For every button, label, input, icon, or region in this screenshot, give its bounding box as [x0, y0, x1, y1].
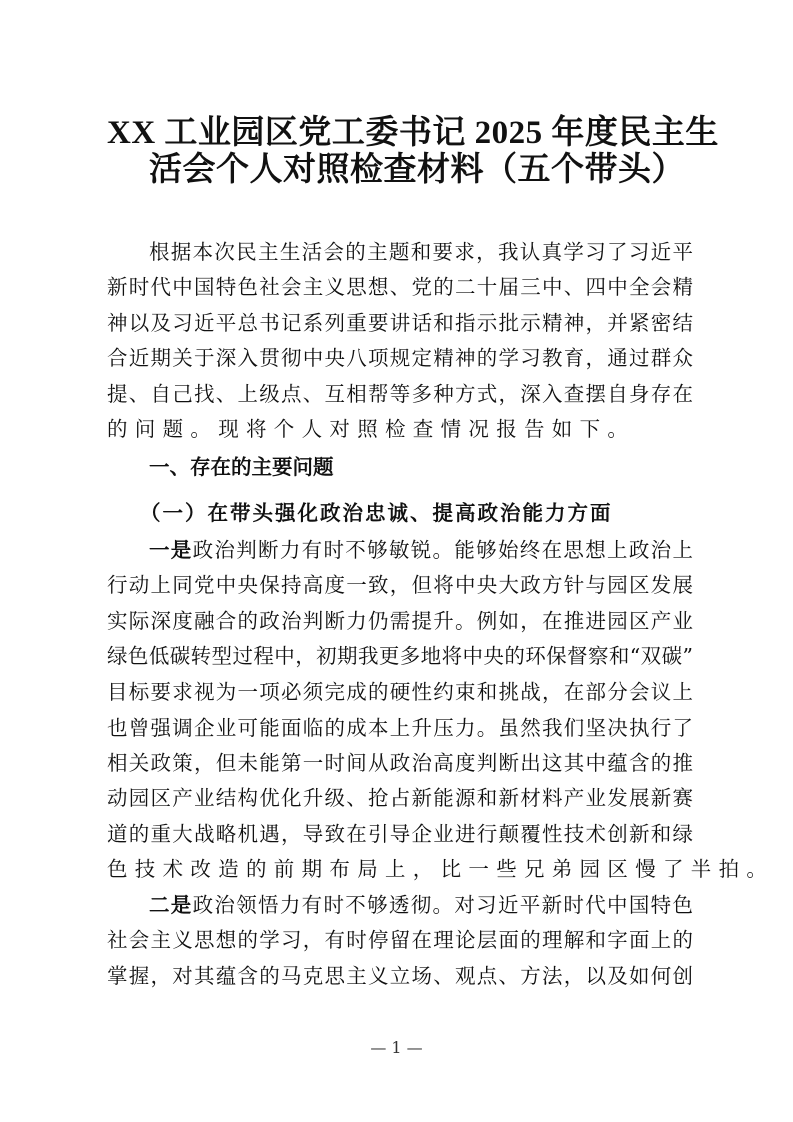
point-lead: 一是 [149, 538, 193, 562]
page-number: — 1 — [370, 1038, 423, 1057]
paragraph-line [149, 533, 693, 567]
paragraph-line: 行动上同党中央保持高度一致，但将中央大政方针与园区发展 [107, 573, 693, 597]
intro-line: 神以及习近平总书记系列重要讲话和指示批示精神，并紧密结 [107, 311, 693, 335]
intro-line: 新时代中国特色社会主义思想、党的二十届三中、四中全会精 [107, 275, 693, 299]
paragraph-line: 相关政策，但未能第一时间从政治高度判断出这其中蕴含的推 [107, 751, 693, 775]
paragraph-text: 政治判断力有时不够敏锐。能够始终在思想上政治上 [192, 538, 693, 562]
paragraph-line: 道的重大战略机遇，导致在引导企业进行颠覆性技术创新和绿 [107, 822, 693, 846]
paragraph-text: 政治领悟力有时不够透彻。对习近平新时代中国特色 [192, 893, 693, 917]
intro-line: 的问题。现将个人对照检查情况报告如下。 [107, 417, 636, 441]
intro-line: 根据本次民主生活会的主题和要求，我认真学习了习近平 [149, 240, 693, 264]
paragraph-line: 社会主义思想的学习，有时停留在理论层面的理解和字面上的 [107, 928, 693, 952]
intro-line: 合近期关于深入贯彻中央八项规定精神的学习教育，通过群众 [107, 346, 693, 370]
section-heading: 一、存在的主要问题 [149, 455, 334, 479]
paragraph-line: 动园区产业结构优化升级、抢占新能源和新材料产业发展新赛 [107, 786, 693, 810]
document-title-line-1: XX 工业园区党工委书记 2025 年度民主生 [107, 115, 719, 151]
paragraph-line: 掌握，对其蕴含的马克思主义立场、观点、方法，以及如何创 [107, 964, 693, 988]
paragraph-line: 绿色低碳转型过程中，初期我更多地将中央的环保督察和“双碳” [107, 644, 693, 668]
subsection-heading: （一）在带头强化政治忠诚、提高政治能力方面 [140, 501, 613, 525]
paragraph-line: 实际深度融合的政治判断力仍需提升。例如，在推进园区产业 [107, 609, 693, 633]
document-title-line-2: 活会个人对照检查材料（五个带头） [149, 152, 685, 188]
paragraph-line: 色技术改造的前期布局上，比一些兄弟园区慢了半拍。 [107, 857, 775, 881]
paragraph-line [149, 888, 693, 922]
paragraph-line: 也曾强调企业可能面临的成本上升压力。虽然我们坚决执行了 [107, 716, 693, 740]
intro-line: 提、自己找、上级点、互相帮等多种方式，深入查摆自身存在 [107, 382, 693, 406]
point-lead: 二是 [149, 893, 193, 917]
paragraph-line: 目标要求视为一项必须完成的硬性约束和挑战，在部分会议上 [107, 680, 693, 704]
